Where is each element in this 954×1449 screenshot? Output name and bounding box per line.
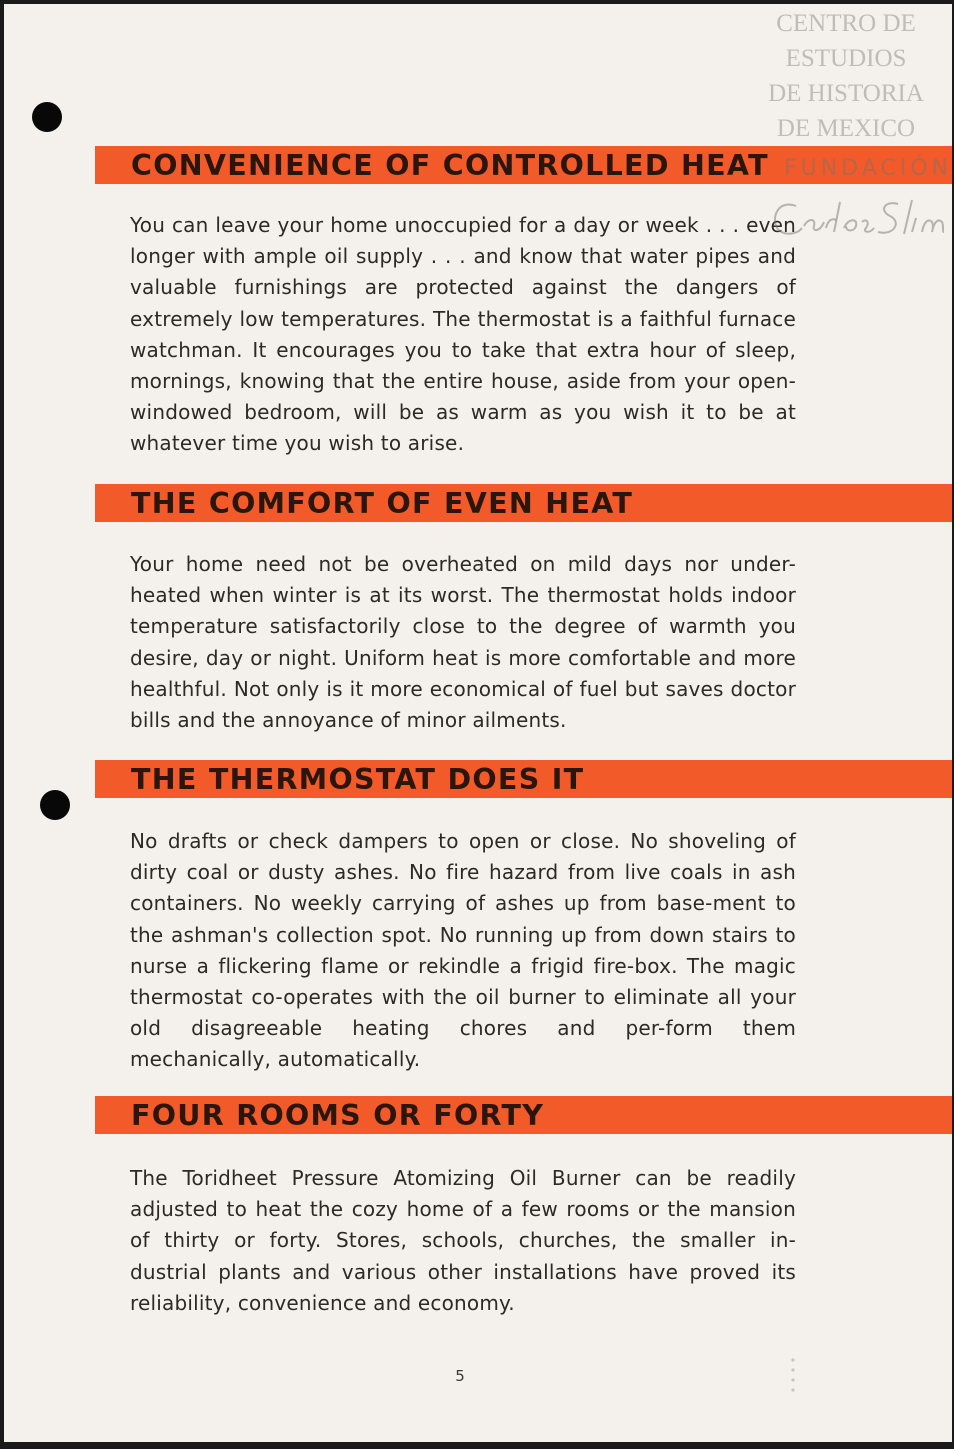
- watermark-line: DE MEXICO: [776, 115, 916, 142]
- section-heading-bar: [95, 1096, 952, 1134]
- section-heading: CONVENIENCE OF CONTROLLED HEAT: [131, 149, 769, 182]
- section-body: No drafts or check dampers to open or close. No shoveling of dirty coal or dusty ashes. No fire hazard from live coals in ash containers. No weekly carrying of ashes up from base-ment to the ashman's collection spot. No running up from down stairs to nurse a flickering flame or rekindle a frigid fire-box. The magic thermostat co-operates with the oil burner to eliminate all your old disagreeable heating chores and per-form them mechanically, automatically.: [130, 829, 796, 1072]
- watermark-line: DE HISTORIA: [768, 80, 924, 107]
- page-number: 5: [455, 1367, 465, 1385]
- document-page: [4, 4, 952, 1442]
- signature-watermark-icon: [766, 192, 952, 248]
- section-body: Your home need not be overheated on mild days nor under-heated when winter is at its worst. The thermostat holds indoor temperature satisfactorily close to the degree of warmth you desire, day or night. Uniform heat is more comfortable and more healthful. Not only is it more economical of fuel but saves doctor bills and the annoyance of minor ailments.: [130, 552, 796, 733]
- archive-watermark: [746, 6, 946, 146]
- scan-marks: [788, 1356, 798, 1396]
- punch-hole: [32, 102, 62, 132]
- section-heading: FOUR ROOMS OR FORTY: [131, 1099, 545, 1132]
- punch-hole: [40, 790, 70, 820]
- watermark-line: ESTUDIOS: [785, 45, 907, 72]
- section-heading-bar: [95, 484, 952, 522]
- section-heading: THE COMFORT OF EVEN HEAT: [131, 487, 634, 520]
- section-heading-bar: [95, 760, 952, 798]
- watermark-fundacion: FUNDACIÓN: [783, 156, 952, 181]
- section-heading: THE THERMOSTAT DOES IT: [131, 763, 585, 796]
- section-body: The Toridheet Pressure Atomizing Oil Burner can be readily adjusted to heat the cozy home of a few rooms or the mansion of thirty or forty. Stores, schools, churches, the smaller in-dustrial plants and various other installations have proved its reliability, convenience and economy.: [130, 1166, 796, 1315]
- watermark-line: CENTRO DE: [776, 10, 916, 37]
- section-body: You can leave your home unoccupied for a day or week . . . even longer with ample oil supply . . . and know that water pipes and valuable furnishings are protected against the dangers of extremely low temperatures. The thermostat is a faithful furnace watchman. It encourages you to take that extra hour of sleep, mornings, knowing that the entire house, aside from your open-windowed bedroom, will be as warm as you wish it to be at whatever time you wish to arise.: [130, 213, 796, 456]
